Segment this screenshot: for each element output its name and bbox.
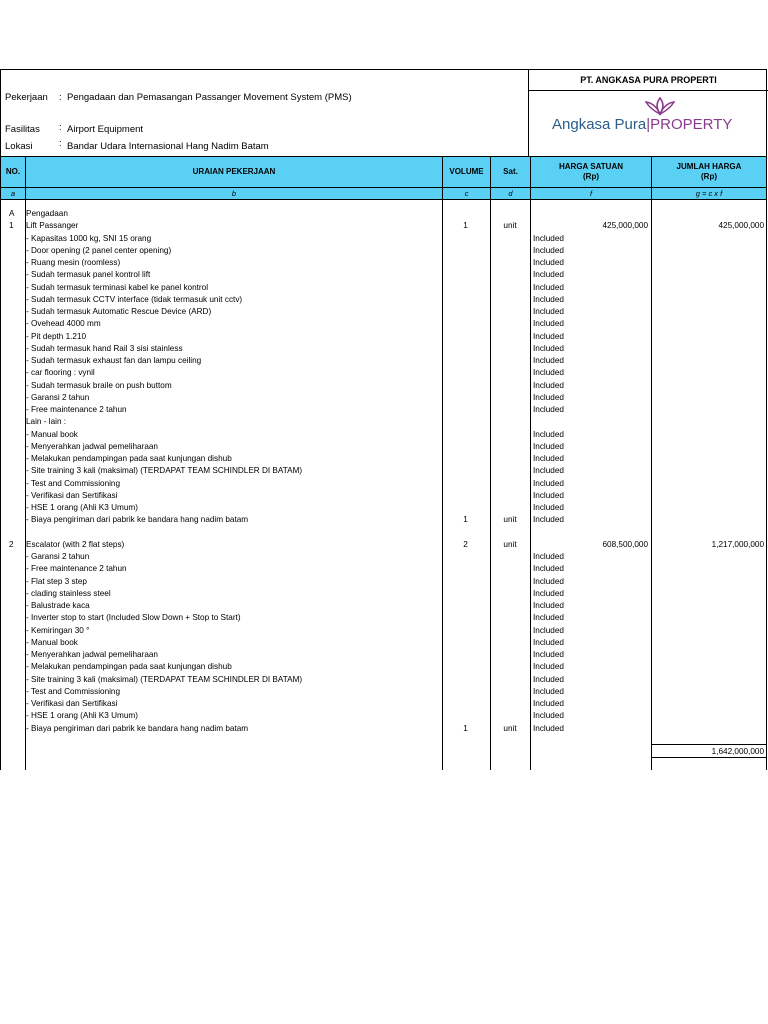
table-header <box>0 156 767 188</box>
grand-total: 1,642,000,000 <box>651 744 767 758</box>
item-title: Escalator (with 2 flat steps) <box>26 539 125 549</box>
spec-line: - Melakukan pendampingan pada saat kunjungan dishub <box>26 454 232 463</box>
spec-line: - Menyerahkan jadwal pemeliharaan <box>26 441 158 451</box>
spec-line: Lain - lain : <box>26 417 67 427</box>
spec-volume: 1 <box>463 515 468 525</box>
col-jumlah-unit: (Rp) <box>701 172 717 181</box>
fasilitas-value: Airport Equipment <box>67 124 144 135</box>
spec-unit: unit <box>503 515 517 525</box>
item-title: Lift Passanger <box>26 221 79 231</box>
spec-line: - Pit depth 1.210 <box>26 331 87 341</box>
spec-included: Included <box>533 478 564 488</box>
col-harga-unit: (Rp) <box>583 172 599 181</box>
col-uraian-header: URAIAN PEKERJAAN <box>26 157 443 187</box>
lokasi-label: Lokasi <box>5 141 33 152</box>
item-no: 1 <box>9 221 14 231</box>
spec-included: Included <box>533 711 564 721</box>
spec-included: Included <box>533 490 564 500</box>
section-no: A <box>9 209 15 218</box>
code-a: a <box>1 188 26 199</box>
code-b: b <box>26 188 443 199</box>
spec-line: - Ovehead 4000 mm <box>26 319 101 329</box>
spec-line: - Sudah termasuk terminasi kabel ke panel kontrol <box>26 282 209 292</box>
spec-line: - Balustrade kaca <box>26 601 90 610</box>
spec-included: Included <box>533 294 564 304</box>
spec-line: - Flat step 3 step <box>26 576 87 586</box>
item-jumlah-harga: 1,217,000,000 <box>711 539 764 549</box>
item-harga-satuan: 425,000,000 <box>602 221 648 231</box>
spec-included: Included <box>533 588 564 598</box>
rab-sheet <box>0 69 768 770</box>
fasilitas-colon: : <box>59 122 62 133</box>
spec-line: - Sudah termasuk hand Rail 3 sisi stainless <box>26 343 183 353</box>
spec-included: Included <box>533 356 564 365</box>
spec-volume: 1 <box>463 723 468 733</box>
spec-line: - Manual book <box>26 429 78 439</box>
spec-line: - Test and Commissioning <box>26 686 121 696</box>
spec-included: Included <box>533 674 564 684</box>
item-no: 2 <box>9 539 14 549</box>
logo-text-main: Angkasa Pura <box>552 116 647 133</box>
item-unit: unit <box>503 221 517 231</box>
col-jumlah-header <box>652 157 766 187</box>
spec-line: - Free maintenance 2 tahun <box>26 564 127 574</box>
code-f: f <box>531 188 652 199</box>
spec-line: - Inverter stop to start (Included Slow Down + Stop to Start) <box>26 613 241 623</box>
spec-line: - Site training 3 kali (maksimal) (TERDAPAT TEAM SCHINDLER DI BATAM) <box>26 674 303 684</box>
spec-included: Included <box>533 258 564 267</box>
spec-included: Included <box>533 625 564 635</box>
spec-line: - Kapasitas 1000 kg, SNI 15 orang <box>26 233 152 243</box>
lokasi-colon: : <box>59 138 62 149</box>
spec-included: Included <box>533 245 564 255</box>
spec-included: Included <box>533 331 564 341</box>
company-name: PT. ANGKASA PURA PROPERTI <box>580 75 717 85</box>
spec-included: Included <box>533 662 564 672</box>
spec-line: - Kemiringan 30 ° <box>26 625 90 635</box>
spec-line: - Sudah termasuk braile on push buttom <box>26 380 172 390</box>
col-jumlah-title: JUMLAH HARGA <box>676 162 742 171</box>
spec-line: - Sudah termasuk CCTV interface (tidak termasuk unit cctv) <box>26 294 243 304</box>
company-logo <box>549 94 749 154</box>
spec-included: Included <box>533 723 564 733</box>
pekerjaan-colon: : <box>59 92 62 103</box>
spec-included: Included <box>533 233 564 243</box>
logo-text-separator: | <box>646 116 651 133</box>
spec-line: - clading stainless steel <box>26 588 111 598</box>
spec-included: Included <box>533 466 564 476</box>
spec-included: Included <box>533 368 564 378</box>
item-volume: 2 <box>463 539 468 549</box>
grid-line <box>766 200 767 770</box>
fasilitas-label: Fasilitas <box>5 124 40 135</box>
spec-included: Included <box>533 515 564 525</box>
spec-line: - Sudah termasuk panel kontrol lift <box>26 270 151 280</box>
item-unit: unit <box>503 539 517 549</box>
spec-line: - Free maintenance 2 tahun <box>26 405 127 414</box>
spec-included: Included <box>533 601 564 610</box>
spec-included: Included <box>533 319 564 329</box>
spec-included: Included <box>533 699 564 708</box>
spec-line: - Sudah termasuk Automatic Rescue Device (ARD) <box>26 307 212 316</box>
pekerjaan-value: Pengadaan dan Pemasangan Passanger Movement System (PMS) <box>67 92 352 103</box>
spec-line: - Garansi 2 tahun <box>26 392 90 402</box>
logo-text-property: PROPERTY <box>650 116 733 133</box>
grid-line <box>490 200 491 770</box>
spec-line: - Menyerahkan jadwal pemeliharaan <box>26 650 158 659</box>
grid-line <box>0 200 1 770</box>
col-volume-header: VOLUME <box>443 157 491 187</box>
spec-line: - Manual book <box>26 637 78 647</box>
item-jumlah-harga: 425,000,000 <box>718 221 764 231</box>
spec-included: Included <box>533 282 564 292</box>
spec-included: Included <box>533 576 564 586</box>
spec-line: - car flooring : vynil <box>26 368 95 378</box>
code-c: c <box>443 188 491 199</box>
grid-line <box>651 200 652 770</box>
spec-included: Included <box>533 270 564 280</box>
spec-line: - Site training 3 kali (maksimal) (TERDAPAT TEAM SCHINDLER DI BATAM) <box>26 466 303 476</box>
spec-line: - Verifikasi dan Sertifikasi <box>26 490 118 500</box>
spec-line: - HSE 1 orang (Ahli K3 Umum) <box>26 711 138 721</box>
col-harga-header <box>531 157 652 187</box>
lotus-icon <box>643 96 677 116</box>
spec-line: - Verifikasi dan Sertifikasi <box>26 699 118 708</box>
spec-line: - Garansi 2 tahun <box>26 552 90 561</box>
spec-included: Included <box>533 454 564 463</box>
pekerjaan-label: Pekerjaan <box>5 92 48 103</box>
item-volume: 1 <box>463 221 468 231</box>
spec-line: - Test and Commissioning <box>26 478 121 488</box>
spec-line: - Melakukan pendampingan pada saat kunjungan dishub <box>26 662 232 672</box>
lokasi-value: Bandar Udara Internasional Hang Nadim Batam <box>67 141 269 152</box>
item-harga-satuan: 608,500,000 <box>602 539 648 549</box>
company-divider <box>529 90 768 91</box>
spec-included: Included <box>533 613 564 623</box>
grid-line <box>442 200 443 770</box>
spec-included: Included <box>533 441 564 451</box>
spec-included: Included <box>533 343 564 353</box>
spec-included: Included <box>533 307 564 316</box>
code-g: g = c x f <box>695 189 723 198</box>
spec-included: Included <box>533 564 564 574</box>
document-header <box>0 69 767 156</box>
grid-line <box>530 200 531 770</box>
spec-included: Included <box>533 405 564 414</box>
spec-line: - HSE 1 orang (Ahli K3 Umum) <box>26 503 138 512</box>
col-sat-header: Sat. <box>491 157 531 187</box>
spec-line: - Door opening (2 panel center opening) <box>26 245 172 255</box>
section-title: Pengadaan <box>26 209 68 218</box>
spec-unit: unit <box>503 723 517 733</box>
spec-line: - Biaya pengiriman dari pabrik ke bandara hang nadim batam <box>26 723 249 733</box>
spec-included: Included <box>533 637 564 647</box>
spec-line: - Sudah termasuk exhaust fan dan lampu ceiling <box>26 356 202 365</box>
column-code-row <box>0 188 767 200</box>
col-no-header: NO. <box>1 157 26 187</box>
code-d: d <box>491 188 531 199</box>
spec-included: Included <box>533 650 564 659</box>
spec-included: Included <box>533 392 564 402</box>
spec-included: Included <box>533 552 564 561</box>
spec-included: Included <box>533 686 564 696</box>
logo-wordmark <box>552 116 732 133</box>
spec-included: Included <box>533 503 564 512</box>
spec-line: - Biaya pengiriman dari pabrik ke bandara hang nadim batam <box>26 515 249 525</box>
spec-included: Included <box>533 380 564 390</box>
spec-included: Included <box>533 429 564 439</box>
col-harga-title: HARGA SATUAN <box>559 162 623 171</box>
spec-line: - Ruang mesin (roomless) <box>26 258 121 267</box>
